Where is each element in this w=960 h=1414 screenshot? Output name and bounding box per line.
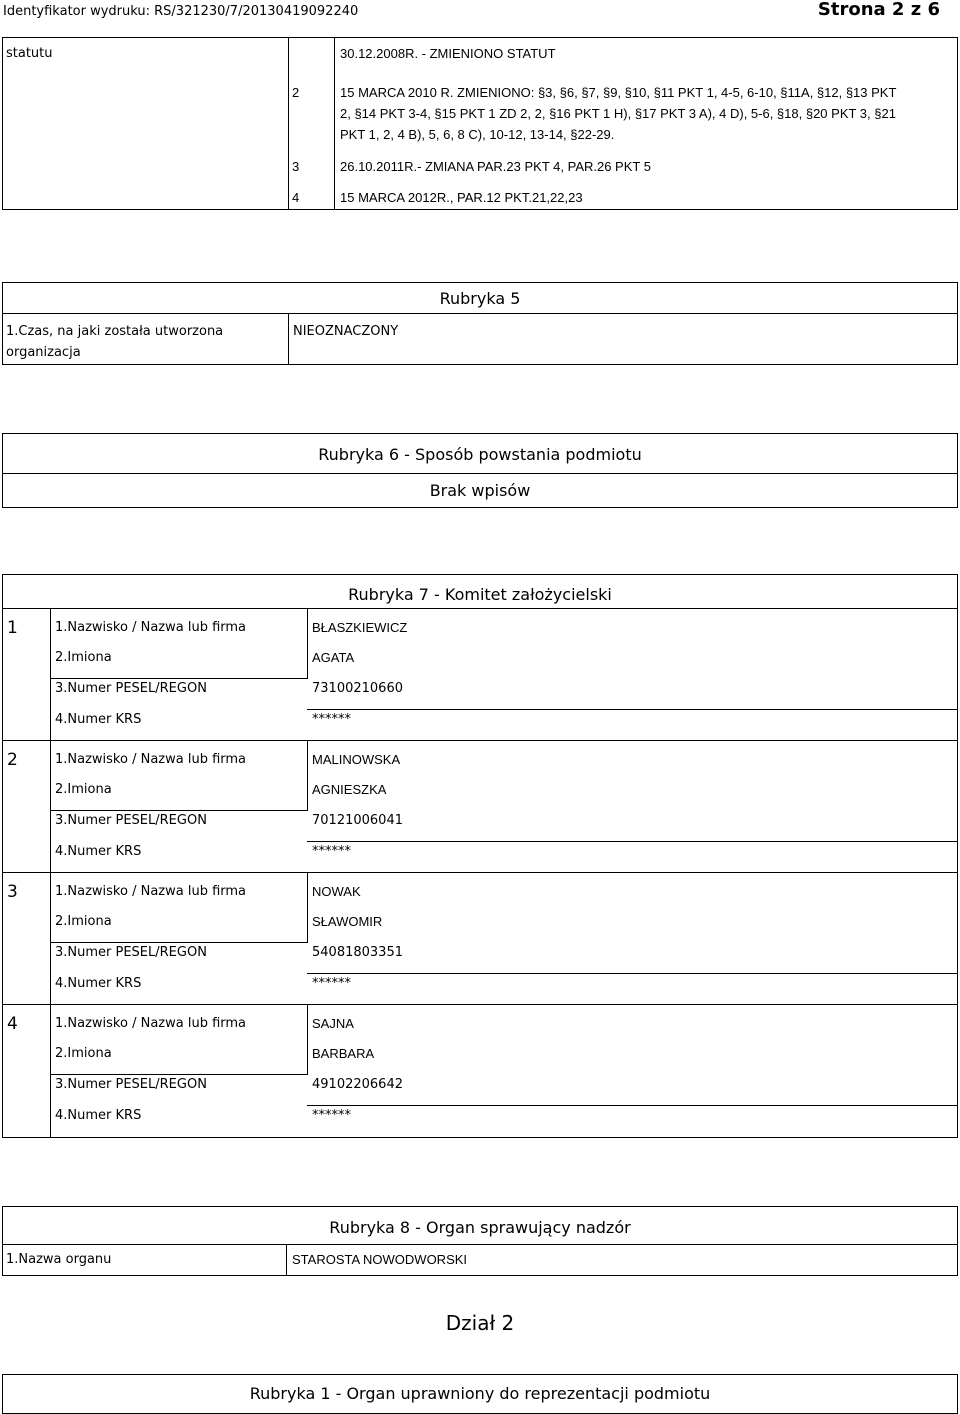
member-label: 3.Numer PESEL/REGON bbox=[55, 681, 207, 696]
statut-label: statutu bbox=[6, 46, 53, 61]
czas-label: 1.Czas, na jaki została utworzona bbox=[6, 324, 224, 339]
member-value: BARBARA bbox=[312, 1046, 375, 1061]
czas-label: organizacja bbox=[6, 345, 81, 360]
member-label: 2.Imiona bbox=[55, 1046, 112, 1061]
member-value: 73100210660 bbox=[312, 681, 403, 696]
member-value: 70121006041 bbox=[312, 813, 403, 828]
dzial-2-heading: Dział 2 bbox=[445, 1311, 515, 1335]
member-number: 2 bbox=[7, 750, 18, 770]
member-value: ****** bbox=[312, 1108, 351, 1123]
member-value: 49102206642 bbox=[312, 1077, 403, 1092]
rubryka-1-title: Rubryka 1 - Organ uprawniony do reprezentacji podmiotu bbox=[249, 1384, 711, 1403]
statut-entry: 30.12.2008R. - ZMIENIONO STATUT bbox=[340, 46, 556, 61]
statut-entry-number: 4 bbox=[292, 190, 300, 205]
rubryka-5-title: Rubryka 5 bbox=[439, 289, 521, 308]
member-number: 1 bbox=[7, 618, 18, 638]
statut-entry-line: 15 MARCA 2010 R. ZMIENIONO: §3, §6, §7, §9, §10, §11 PKT 1, 4-5, 6-10, §11A, §12, §13 PKT bbox=[340, 85, 897, 100]
member-value: ****** bbox=[312, 844, 351, 859]
member-label: 2.Imiona bbox=[55, 914, 112, 929]
member-label: 4.Numer KRS bbox=[55, 1108, 142, 1123]
member-value: 54081803351 bbox=[312, 945, 403, 960]
member-label: 3.Numer PESEL/REGON bbox=[55, 1077, 207, 1092]
member-label: 4.Numer KRS bbox=[55, 844, 142, 859]
member-value: BŁASZKIEWICZ bbox=[312, 620, 408, 635]
print-id: Identyfikator wydruku: RS/321230/7/20130419092240 bbox=[3, 4, 359, 19]
member-label: 1.Nazwisko / Nazwa lub firma bbox=[55, 620, 247, 635]
statut-entry-line: 2, §14 PKT 3-4, §15 PKT 1 ZD 2, 2, §16 PKT 1 H), §17 PKT 3 A), 4 D), 5-6, §18, §20 PKT 3, §21 bbox=[340, 106, 896, 121]
member-value: AGATA bbox=[312, 650, 355, 665]
member-number: 3 bbox=[7, 882, 18, 902]
member-label: 3.Numer PESEL/REGON bbox=[55, 945, 207, 960]
czas-value: NIEOZNACZONY bbox=[293, 324, 399, 339]
member-label: 3.Numer PESEL/REGON bbox=[55, 813, 207, 828]
member-value: AGNIESZKA bbox=[312, 782, 387, 797]
member-label: 1.Nazwisko / Nazwa lub firma bbox=[55, 752, 247, 767]
member-label: 1.Nazwisko / Nazwa lub firma bbox=[55, 884, 247, 899]
member-value: ****** bbox=[312, 976, 351, 991]
organ-label: 1.Nazwa organu bbox=[6, 1252, 112, 1267]
statut-entry: 26.10.2011R.- ZMIANA PAR.23 PKT 4, PAR.26 PKT 5 bbox=[340, 159, 651, 174]
member-value: NOWAK bbox=[312, 884, 361, 899]
member-label: 1.Nazwisko / Nazwa lub firma bbox=[55, 1016, 247, 1031]
member-value: ****** bbox=[312, 712, 351, 727]
statut-entry-line: PKT 1, 2, 4 B), 5, 6, 8 C), 10-12, 13-14, §22-29. bbox=[340, 127, 615, 142]
member-label: 4.Numer KRS bbox=[55, 712, 142, 727]
statut-entry-number: 3 bbox=[292, 159, 300, 174]
member-value: SŁAWOMIR bbox=[312, 914, 383, 929]
member-label: 4.Numer KRS bbox=[55, 976, 142, 991]
rubryka-7-title: Rubryka 7 - Komitet założycielski bbox=[348, 585, 612, 604]
member-value: SAJNA bbox=[312, 1016, 354, 1031]
member-value: MALINOWSKA bbox=[312, 752, 401, 767]
statut-entry: 15 MARCA 2012R., PAR.12 PKT.21,22,23 bbox=[340, 190, 583, 205]
rubryka-8-title: Rubryka 8 - Organ sprawujący nadzór bbox=[329, 1218, 631, 1237]
no-entries: Brak wpisów bbox=[429, 481, 531, 500]
member-label: 2.Imiona bbox=[55, 650, 112, 665]
organ-value: STAROSTA NOWODWORSKI bbox=[292, 1252, 468, 1267]
page-number: Strona 2 z 6 bbox=[817, 0, 940, 20]
statut-entry-number: 2 bbox=[292, 85, 300, 100]
rubryka-6-title: Rubryka 6 - Sposób powstania podmiotu bbox=[318, 445, 642, 464]
member-number: 4 bbox=[7, 1014, 18, 1034]
member-label: 2.Imiona bbox=[55, 782, 112, 797]
